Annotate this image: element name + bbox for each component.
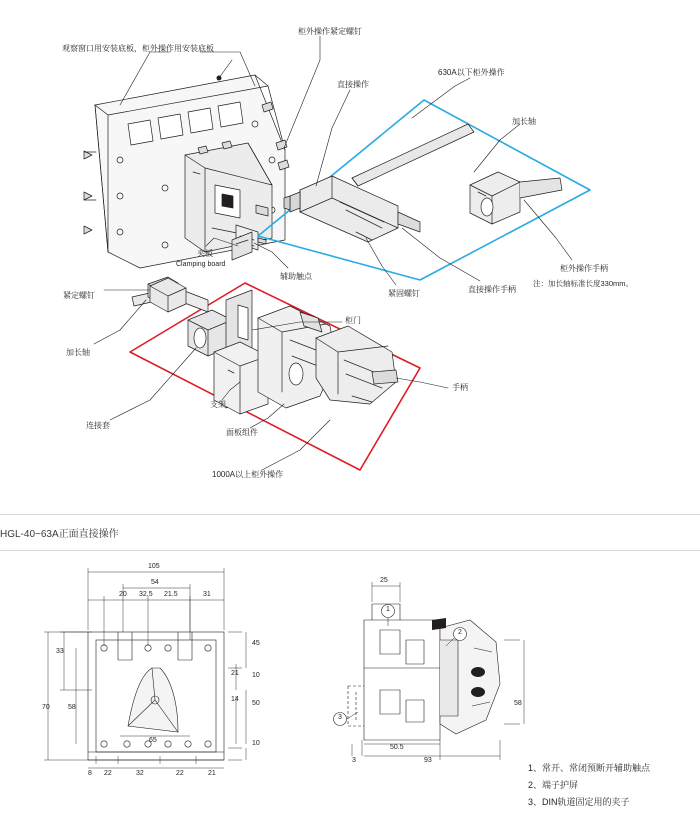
dim-20: 20 (119, 591, 127, 598)
dim-21: 21 (231, 670, 239, 677)
note-item-1: 1、常开、常闭预断开辅助触点 (528, 763, 651, 773)
dim-21b: 21 (208, 770, 216, 777)
side-view-drawing (334, 582, 525, 760)
dim-32: 32 (136, 770, 144, 777)
label-shaft-note: 注：加长轴标准长度330mm。 (533, 279, 634, 288)
dim-3: 3 (352, 757, 356, 764)
label-below-630a: 630A以下柜外操作 (438, 68, 505, 77)
label-auxiliary-contact: 辅助触点 (280, 272, 312, 281)
dim-50-5: 50.5 (390, 744, 404, 751)
label-connecting-shaft: 连接套 (86, 421, 110, 430)
dim-8: 8 (88, 770, 92, 777)
dim-45: 45 (252, 640, 260, 647)
label-extension-shaft-top: 加长轴 (512, 117, 536, 126)
dim-93: 93 (424, 757, 432, 764)
notes-list (528, 760, 650, 811)
label-direct-operation-handle: 直接操作手柄 (468, 285, 516, 294)
label-cabinet-door: 柜门 (345, 316, 361, 325)
dim-25: 25 (380, 577, 388, 584)
dim-31: 31 (203, 591, 211, 598)
dim-105: 105 (148, 563, 160, 570)
section-title: HGL-40~63A正面直接操作 (0, 529, 119, 540)
dim-58: 58 (68, 704, 76, 711)
note-item-2: 2、端子护屏 (528, 780, 579, 791)
label-fixing-screw-left: 紧定螺钉 (63, 291, 95, 300)
dim-50: 50 (252, 700, 260, 707)
dim-10b: 10 (252, 740, 260, 747)
label-direct-operation: 直接操作 (337, 80, 369, 89)
note-item-3: 3、DIN轨道固定用的夹子 (528, 797, 630, 808)
dim-58r: 58 (514, 700, 522, 707)
dim-22b: 22 (176, 770, 184, 777)
label-bracket: 支架 (210, 400, 226, 409)
dim-54: 54 (151, 579, 159, 586)
dim-10: 10 (252, 672, 260, 679)
label-clamping-board-cn: 夹板 (197, 249, 213, 258)
label-tighten-screw: 紧固螺钉 (388, 289, 420, 298)
callout-3: 3 (338, 714, 342, 721)
dim-65: 65 (149, 737, 157, 744)
dim-21-5: 21.5 (164, 591, 178, 598)
label-extension-shaft-left: 加长轴 (66, 348, 90, 357)
label-panel-operation-handle: 柜外操作手柄 (560, 264, 608, 273)
label-panel-fixing-screw: 柜外操作紧定螺钉 (298, 27, 362, 36)
label-clamping-board-en: Clamping board (176, 261, 226, 268)
dim-70: 70 (42, 704, 50, 711)
dim-22: 22 (104, 770, 112, 777)
label-handle: 手柄 (452, 383, 468, 392)
label-above-1000a: 1000A以上柜外操作 (212, 470, 284, 479)
callout-1: 1 (386, 606, 390, 613)
label-mounting-plate: 观察窗口用安装底板，柜外操作用安装底板 (62, 44, 214, 53)
dim-33: 33 (56, 648, 64, 655)
dim-32-5: 32.5 (139, 591, 153, 598)
callout-2: 2 (458, 629, 462, 636)
dim-14: 14 (231, 696, 239, 703)
label-panel-assembly: 面板组件 (226, 428, 258, 437)
